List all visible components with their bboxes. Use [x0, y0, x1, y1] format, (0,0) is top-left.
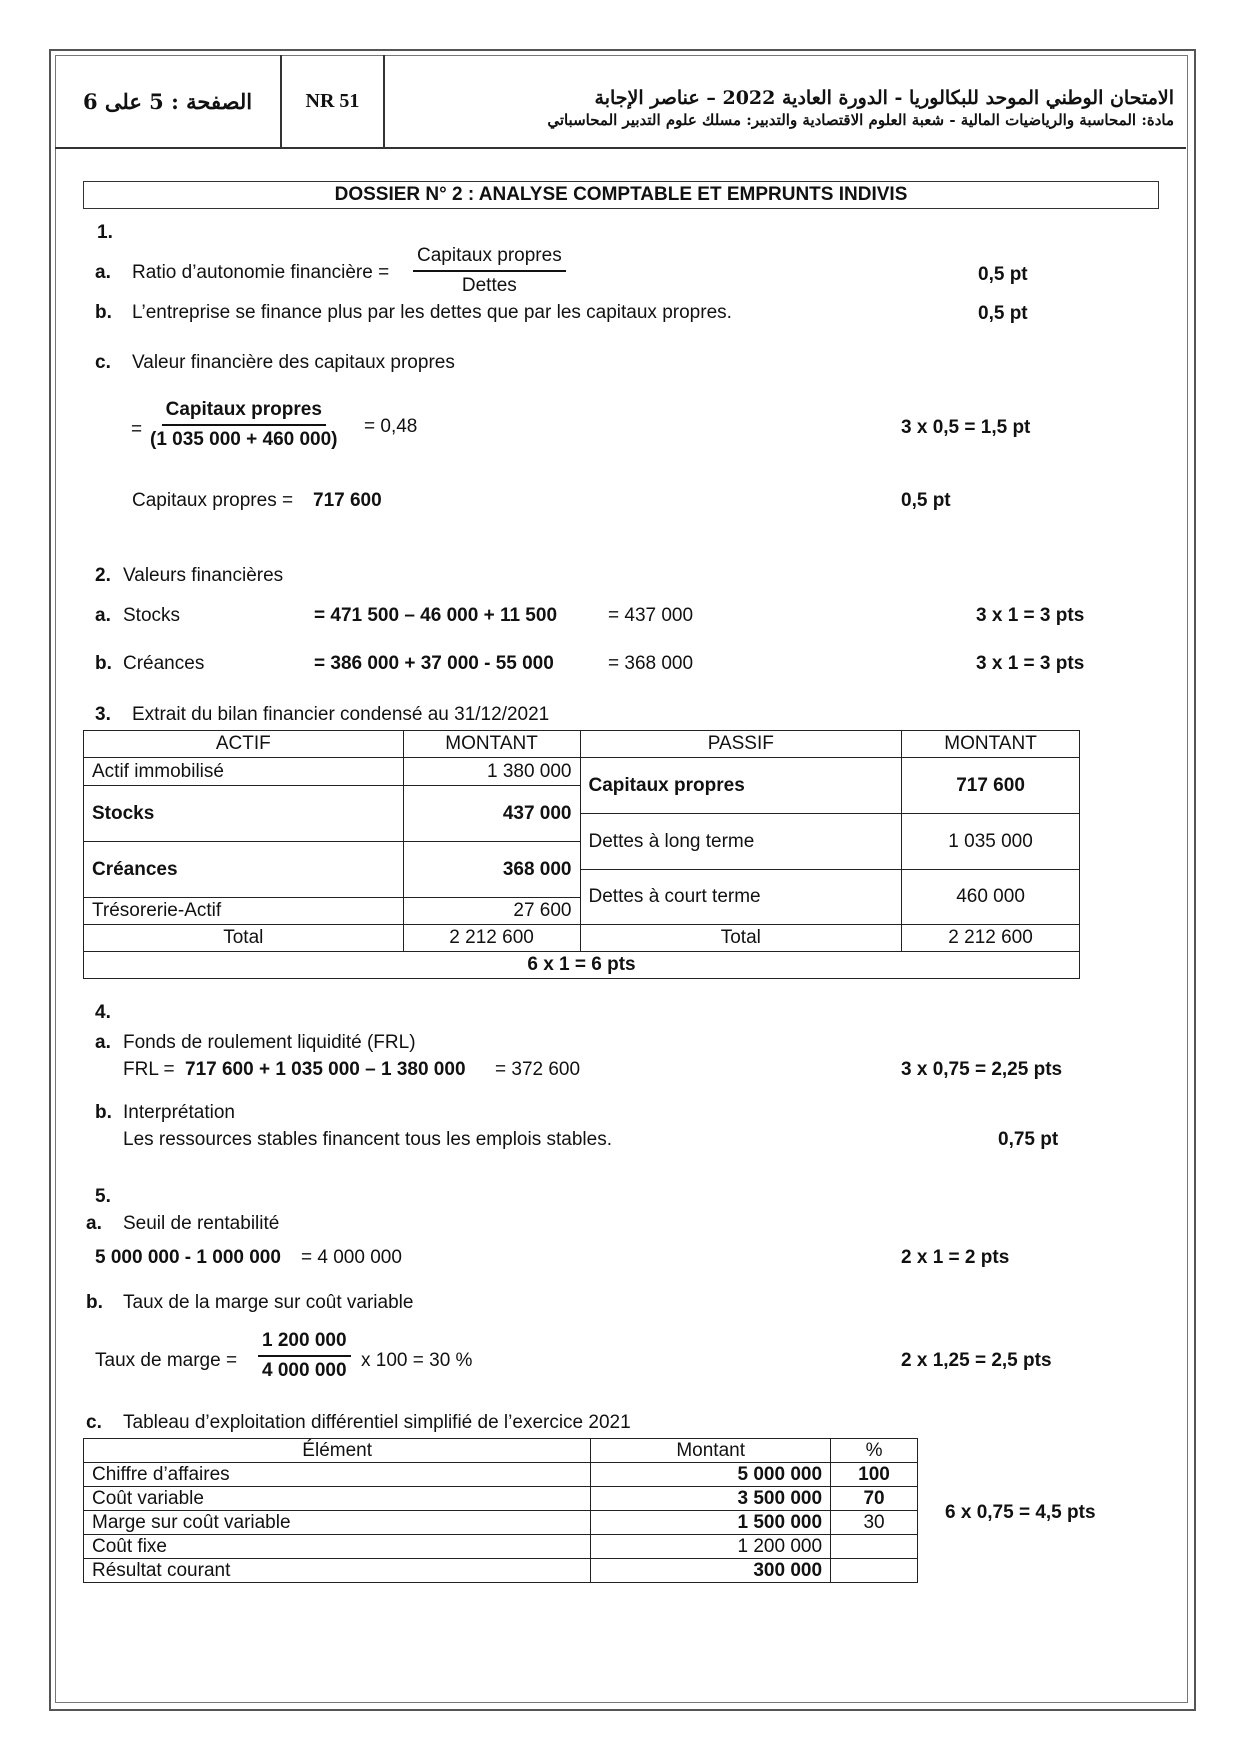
- actif-label: Actif immobilisé: [84, 758, 404, 786]
- q4a-label: a.: [95, 1032, 111, 1053]
- q3-title: Extrait du bilan financier condensé au 31/12/2021: [132, 704, 550, 725]
- table-row: [84, 1535, 918, 1559]
- col-header-montant-actif: MONTANT: [403, 731, 580, 758]
- q1a-text: Ratio d’autonomie financière =: [132, 262, 390, 283]
- q5b-result: x 100 = 30 %: [361, 1350, 473, 1371]
- q2a-name: Stocks: [123, 605, 181, 626]
- total-passif-label: Total: [580, 925, 902, 952]
- q4a-result: = 372 600: [495, 1059, 581, 1080]
- row-pct: 30: [831, 1511, 918, 1535]
- q5b-numerator: 1 200 000: [258, 1330, 351, 1357]
- q1a-numerator: Capitaux propres: [413, 245, 566, 272]
- table-row: [84, 1511, 918, 1535]
- row-amount: 1 200 000: [591, 1535, 831, 1559]
- q5c-points: 6 x 0,75 = 4,5 pts: [945, 1502, 1096, 1523]
- balance-header-row: [84, 731, 1080, 758]
- actif-value: 1 380 000: [403, 758, 580, 786]
- exam-title: الامتحان الوطني الموحد للبكالوريا - الدورة العادية 2022 – عناصر الإجابة: [594, 87, 1174, 109]
- passif-value: 1 035 000: [902, 814, 1080, 870]
- q5-number: 5.: [95, 1186, 111, 1207]
- q2b-label: b.: [95, 653, 112, 674]
- q1a-denominator: Dettes: [461, 275, 517, 296]
- q5b-label: b.: [86, 1292, 103, 1313]
- row-amount: 5 000 000: [591, 1463, 831, 1487]
- q5a-calc: 5 000 000 - 1 000 000: [95, 1247, 281, 1268]
- q4-number: 4.: [95, 1002, 111, 1023]
- actif-label: Stocks: [84, 786, 404, 842]
- q3-points: 6 x 1 = 6 pts: [84, 952, 1080, 979]
- table-row: [84, 1487, 918, 1511]
- q1b-text: L’entreprise se finance plus par les dettes que par les capitaux propres.: [132, 302, 732, 323]
- q5a-title: Seuil de rentabilité: [123, 1213, 280, 1234]
- q1a-fraction: [413, 245, 566, 297]
- q2-number: 2.: [95, 565, 111, 586]
- total-passif-value: 2 212 600: [902, 925, 1080, 952]
- q1c-points: 3 x 0,5 = 1,5 pt: [901, 417, 1031, 438]
- row-label: Marge sur coût variable: [84, 1511, 591, 1535]
- actif-label: Trésorerie-Actif: [84, 898, 404, 925]
- q1c2-text: Capitaux propres =: [132, 490, 294, 511]
- q1c-denominator: (1 035 000 + 460 000): [150, 429, 338, 450]
- actif-value: 437 000: [403, 786, 580, 842]
- col-header-actif: ACTIF: [84, 731, 404, 758]
- exploitation-table: [83, 1438, 918, 1583]
- q5b-fraction: [258, 1330, 351, 1382]
- col-header-passif: PASSIF: [580, 731, 902, 758]
- q1b-points: 0,5 pt: [978, 303, 1028, 324]
- row-label: Chiffre d’affaires: [84, 1463, 591, 1487]
- passif-label: Capitaux propres: [580, 758, 902, 814]
- passif-value: 717 600: [902, 758, 1080, 814]
- actif-label: Créances: [84, 842, 404, 898]
- actif-value: 27 600: [403, 898, 580, 925]
- q2b-name: Créances: [123, 653, 205, 674]
- q1c-numerator: Capitaux propres: [162, 399, 326, 426]
- col-header-montant: Montant: [591, 1439, 831, 1463]
- q2-title: Valeurs financières: [123, 565, 284, 586]
- q4a-calc: 717 600 + 1 035 000 – 1 380 000: [185, 1059, 466, 1080]
- q4b-title: Interprétation: [123, 1102, 235, 1123]
- q2b-calc: = 386 000 + 37 000 - 55 000: [314, 653, 554, 674]
- dossier-title: DOSSIER N° 2 : ANALYSE COMPTABLE ET EMPRUNTS INDIVIS: [83, 181, 1159, 209]
- table-row: [84, 1559, 918, 1583]
- passif-value: 460 000: [902, 870, 1080, 925]
- q1c-result: = 0,48: [364, 416, 418, 437]
- q4a-points: 3 x 0,75 = 2,25 pts: [901, 1059, 1063, 1080]
- exam-subject: مادة: المحاسبة والرياضيات المالية - شعبة العلوم الاقتصادية والتدبير: مسلك علوم التدبير المحاسباتي: [547, 111, 1174, 129]
- exploitation-header-row: [84, 1439, 918, 1463]
- page-number: الصفحة : 5 على 6: [55, 55, 282, 147]
- q1a-points: 0,5 pt: [978, 264, 1028, 285]
- row-label: Coût variable: [84, 1487, 591, 1511]
- row-amount: 3 500 000: [591, 1487, 831, 1511]
- total-actif-value: 2 212 600: [403, 925, 580, 952]
- q1c2-points: 0,5 pt: [901, 490, 951, 511]
- row-pct: [831, 1535, 918, 1559]
- row-amount: 300 000: [591, 1559, 831, 1583]
- points-row: [84, 952, 1080, 979]
- actif-value: 368 000: [403, 842, 580, 898]
- col-header-pct: %: [831, 1439, 918, 1463]
- q2a-label: a.: [95, 605, 111, 626]
- q5a-result: = 4 000 000: [301, 1247, 402, 1268]
- q3-number: 3.: [95, 704, 111, 725]
- q1b-label: b.: [95, 302, 112, 323]
- passif-label: Dettes à court terme: [580, 870, 902, 925]
- q5a-label: a.: [86, 1213, 102, 1234]
- q2a-points: 3 x 1 = 3 pts: [976, 605, 1085, 626]
- row-label: Résultat courant: [84, 1559, 591, 1583]
- passif-label: Dettes à long terme: [580, 814, 902, 870]
- q5c-label: c.: [86, 1412, 102, 1433]
- total-row: [84, 925, 1080, 952]
- table-row: [84, 758, 1080, 786]
- q2b-points: 3 x 1 = 3 pts: [976, 653, 1085, 674]
- q4a-prefix: FRL =: [123, 1059, 175, 1080]
- q2b-result: = 368 000: [608, 653, 694, 674]
- q5b-denominator: 4 000 000: [262, 1360, 347, 1381]
- q1c-label: c.: [95, 352, 111, 373]
- balance-sheet-table: [83, 730, 1080, 979]
- q5b-points: 2 x 1,25 = 2,5 pts: [901, 1350, 1052, 1371]
- col-header-montant-passif: MONTANT: [902, 731, 1080, 758]
- q1c-equals: =: [131, 419, 143, 440]
- q1c2-value: 717 600: [313, 490, 382, 511]
- q1-number: 1.: [97, 222, 113, 243]
- q5a-points: 2 x 1 = 2 pts: [901, 1247, 1010, 1268]
- q4b-label: b.: [95, 1102, 112, 1123]
- table-row: [84, 1463, 918, 1487]
- q1c-fraction: [146, 399, 342, 451]
- exam-title-block: [385, 55, 1186, 147]
- q5c-title: Tableau d’exploitation différentiel simplifié de l’exercice 2021: [123, 1412, 631, 1433]
- row-pct: 70: [831, 1487, 918, 1511]
- q2a-calc: = 471 500 – 46 000 + 11 500: [314, 605, 558, 626]
- q4a-title: Fonds de roulement liquidité (FRL): [123, 1032, 416, 1053]
- col-header-element: Élément: [84, 1439, 591, 1463]
- row-amount: 1 500 000: [591, 1511, 831, 1535]
- q1a-label: a.: [95, 262, 111, 283]
- q1c-text: Valeur financière des capitaux propres: [132, 352, 455, 373]
- row-pct: 100: [831, 1463, 918, 1487]
- q5b-text: Taux de marge =: [95, 1350, 238, 1371]
- q2a-result: = 437 000: [608, 605, 694, 626]
- exam-header: [55, 55, 1186, 149]
- q5b-title: Taux de la marge sur coût variable: [123, 1292, 414, 1313]
- row-pct: [831, 1559, 918, 1583]
- q4b-text: Les ressources stables financent tous les emplois stables.: [123, 1129, 612, 1150]
- exam-code: NR 51: [282, 55, 385, 147]
- total-actif-label: Total: [84, 925, 404, 952]
- q4b-points: 0,75 pt: [998, 1129, 1059, 1150]
- row-label: Coût fixe: [84, 1535, 591, 1559]
